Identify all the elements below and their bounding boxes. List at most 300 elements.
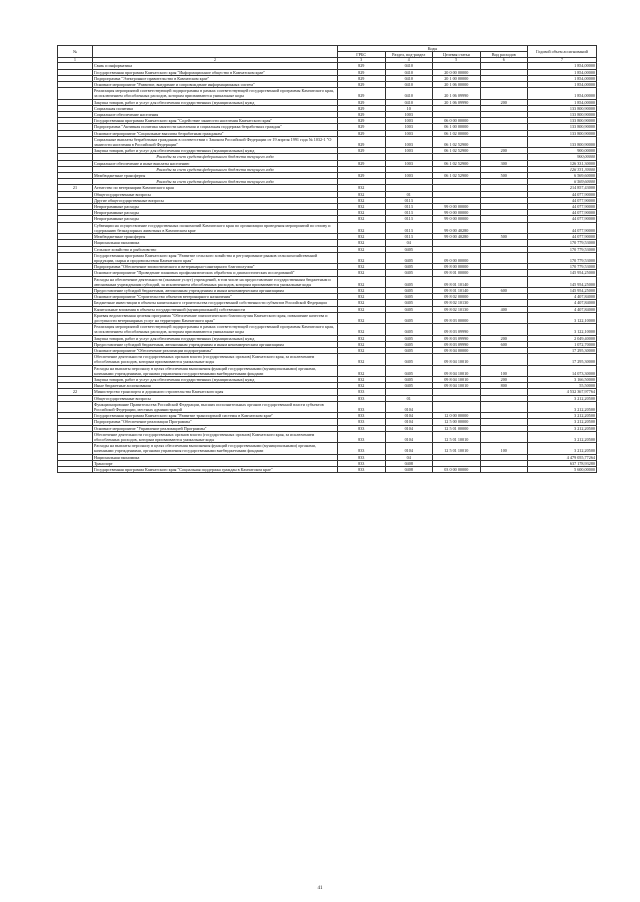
row-section: 0410 (385, 82, 433, 88)
row-target: 20 1 06 09990 (433, 88, 481, 99)
row-section: 0405 (385, 270, 433, 276)
row-section: 04 (385, 240, 433, 246)
row-section: 0410 (385, 63, 433, 69)
row-sum: 3 122,10000 (528, 312, 597, 323)
row-sum: 4 407,84000 (528, 300, 597, 306)
row-sum: 3 122,10000 (528, 324, 597, 335)
row-name: Основное мероприятие "Проведение плановых профилактических обработок и диагностических исследований" (93, 270, 338, 276)
row-section: 1003 (385, 148, 433, 154)
row-sum: 1 854,00000 (528, 99, 597, 105)
row-target: 12 5 01 00000 (433, 425, 481, 431)
row-grbs: 832 (338, 306, 386, 312)
row-name: Социальная политика (93, 105, 338, 111)
row-section: 0405 (385, 324, 433, 335)
row-name: Транспорт (93, 460, 338, 466)
table-row (58, 88, 597, 99)
table-row (58, 401, 597, 412)
row-section: 0410 (385, 69, 433, 75)
row-sum: 44 077,90000 (528, 191, 597, 197)
row-name: Связь и информатика (93, 63, 338, 69)
row-name: Другие общегосударственные вопросы (93, 197, 338, 203)
row-sum: 900,00000 (528, 148, 597, 154)
row-sum: 1 854,00000 (528, 63, 597, 69)
row-target: 09 8 02 10130 (433, 306, 481, 312)
table-row (58, 443, 597, 454)
row-name: Непрограммные расходы (93, 210, 338, 216)
row-grbs: 832 (338, 222, 386, 233)
row-sum: 44 077,90000 (528, 197, 597, 203)
index-cell: 2 (93, 58, 338, 63)
row-grbs: 832 (338, 234, 386, 240)
row-grbs: 833 (338, 395, 386, 401)
row-vr (480, 88, 528, 99)
row-sum: 145 954,25000 (528, 276, 597, 287)
row-target: 20 1 06 09990 (433, 99, 481, 105)
row-grbs: 829 (338, 112, 386, 118)
row-target: 09 8 01 00000 (433, 270, 481, 276)
row-number (58, 136, 93, 147)
row-section: 0405 (385, 252, 433, 263)
row-section: 0104 (385, 401, 433, 412)
index-cell: 5 (433, 58, 481, 63)
row-name: Социальное обеспечение населения (93, 112, 338, 118)
row-section: 1003 (385, 173, 433, 179)
row-target: 03 0 00 00000 (433, 467, 481, 473)
row-number (58, 365, 93, 376)
row-sum: 133 800,90000 (528, 118, 597, 124)
row-number (58, 276, 93, 287)
row-target: 06 0 00 00000 (433, 118, 481, 124)
row-sum: 145 954,25000 (528, 270, 597, 276)
row-name: Капитальные вложения в объекты государственной (муниципальной) собственности (93, 306, 338, 312)
row-grbs: 832 (338, 376, 386, 382)
row-name: Сельское хозяйство и рыболовство (93, 246, 338, 252)
budget-table-body (58, 63, 597, 473)
header-num: № (58, 46, 93, 58)
row-sum: 133 800,90000 (528, 124, 597, 130)
table-row (58, 136, 597, 147)
row-target: 09 8 03 00000 (433, 312, 481, 323)
row-section: 0410 (385, 99, 433, 105)
row-sum: 44 077,90000 (528, 204, 597, 210)
row-target: 99 0 00 00000 (433, 210, 481, 216)
row-target: 99 0 00 00000 (433, 216, 481, 222)
table-row (58, 467, 597, 473)
row-section: 0405 (385, 276, 433, 287)
row-sum: 3 212,20500 (528, 401, 597, 412)
row-sum: 4 407,84000 (528, 306, 597, 312)
header-target: Целевая статья (433, 52, 481, 58)
row-name: Государственная программа Камчатского края "Социальная поддержка граждан в Камчатском крае" (93, 467, 338, 473)
row-section: 0405 (385, 383, 433, 389)
row-grbs: 832 (338, 365, 386, 376)
row-sum: 1 072,70000 (528, 341, 597, 347)
row-name: Социальные выплаты безработным гражданам в соответствии с Законом Российской Федерации от 19 апреля 1991 года № 1032-1 "О занятости населения в Российской Федерации" (93, 136, 338, 147)
row-target: 09 8 04 10010 (433, 354, 481, 365)
row-grbs: 833 (338, 460, 386, 466)
row-name: Подпрограмма "Электронное правительство в Камчатском крае" (93, 75, 338, 81)
row-target: 20 0 00 00000 (433, 69, 481, 75)
row-section: 0405 (385, 354, 433, 365)
row-target: 09 0 00 00000 (433, 252, 481, 263)
row-name: Непрограммные расходы (93, 204, 338, 210)
row-grbs: 832 (338, 276, 386, 287)
row-name: Общегосударственные вопросы (93, 395, 338, 401)
row-sum: 4 407,84000 (528, 294, 597, 300)
row-number (58, 431, 93, 442)
row-grbs: 832 (338, 312, 386, 323)
row-name: Социальное обеспечение и иные выплаты населению (93, 160, 338, 166)
row-section: 0113 (385, 216, 433, 222)
row-grbs: 833 (338, 413, 386, 419)
row-grbs: 829 (338, 82, 386, 88)
page-number: 41 (317, 886, 323, 891)
row-section: 0405 (385, 287, 433, 293)
row-sum: 55,50000 (528, 383, 597, 389)
index-cell: 6 (480, 58, 528, 63)
row-target: 09 8 03 09990 (433, 335, 481, 341)
row-sum: 133 800,90000 (528, 112, 597, 118)
row-grbs: 832 (338, 191, 386, 197)
row-grbs: 832 (338, 300, 386, 306)
row-vr (480, 324, 528, 335)
row-name: Подпрограмма "Обеспечение реализации Программы" (93, 419, 338, 425)
row-grbs: 833 (338, 443, 386, 454)
row-sum: 17 295,30000 (528, 347, 597, 353)
row-vr (480, 276, 528, 287)
row-vr: 300 (480, 160, 528, 166)
row-sum: 145 954,25000 (528, 287, 597, 293)
row-target: 09 8 03 09990 (433, 341, 481, 347)
row-grbs: 832 (338, 197, 386, 203)
row-vr: 100 (480, 443, 528, 454)
row-sum: 3 212,20500 (528, 395, 597, 401)
row-sum: 3 212,20500 (528, 443, 597, 454)
row-name: Национальная экономика (93, 454, 338, 460)
row-name: Предоставление субсидий бюджетным, автономным учреждениям и иным некоммерческим организациям (93, 287, 338, 293)
row-target: 09 8 04 10010 (433, 365, 481, 376)
table-row (58, 354, 597, 365)
header-name (93, 46, 338, 58)
row-vr (480, 354, 528, 365)
row-grbs: 829 (338, 118, 386, 124)
row-sum: 44 077,90000 (528, 210, 597, 216)
row-section: 0405 (385, 246, 433, 252)
row-section: 1003 (385, 124, 433, 130)
row-section: 0408 (385, 467, 433, 473)
row-target: 09 8 02 00000 (433, 294, 481, 300)
header-codes: Коды (338, 46, 528, 52)
row-target: 12 5 01 10010 (433, 431, 481, 442)
row-grbs: 832 (338, 335, 386, 341)
row-target: 09 8 03 09990 (433, 324, 481, 335)
row-sum: 900,00000 (528, 154, 597, 160)
row-name: Реализация мероприятий соответствующей подпрограммы в рамках соответствующей государственной программы Камчатского края, за исключением обособленных расходов, которым присваиваются уникальные коды (93, 88, 338, 99)
row-name: Иные бюджетные ассигнования (93, 383, 338, 389)
row-vr: 500 (480, 234, 528, 240)
row-sum: 133 800,90000 (528, 105, 597, 111)
row-grbs: 829 (338, 105, 386, 111)
row-sum: 3 166,50000 (528, 376, 597, 382)
row-name: Бюджетные инвестиции в объекты капитального строительства государственной собственности субъектов Российской Федерации (93, 300, 338, 306)
row-sum: 44 077,90000 (528, 234, 597, 240)
row-sum: 1 854,00000 (528, 82, 597, 88)
row-sum: 637 178,93280 (528, 460, 597, 466)
row-number (58, 324, 93, 335)
row-name: Расходы за счет средств федерального бюджета текущего года (93, 166, 338, 172)
row-name: Расходы за счет средств федерального бюджета текущего года (93, 179, 338, 185)
row-target: 20 1 06 00000 (433, 82, 481, 88)
row-section: 1003 (385, 112, 433, 118)
row-grbs: 829 (338, 124, 386, 130)
row-target: 06 1 02 52900 (433, 160, 481, 166)
row-name: Краевая ведомственная целевая программа "Обеспечение эпизоотического благополучия Камчатского края, повышение качества и доступности ветеринарных услуг на территории Камчатского края" (93, 312, 338, 323)
row-sum: 214 857,43000 (528, 185, 597, 191)
row-target (433, 401, 481, 412)
row-number (58, 252, 93, 263)
row-target: 99 0 00 40280 (433, 234, 481, 240)
row-number (58, 354, 93, 365)
row-name: Министерство транспорта и дорожного строительства Камчатского края (93, 389, 338, 395)
row-section: 0410 (385, 75, 433, 81)
row-sum: 3 212,20500 (528, 425, 597, 431)
row-vr: 200 (480, 148, 528, 154)
index-cell: 3 (338, 58, 386, 63)
row-grbs: 833 (338, 431, 386, 442)
row-section: 0405 (385, 306, 433, 312)
row-number (58, 443, 93, 454)
row-name: Подпрограмма "Обеспечение эпизоотического и ветеринарно-санитарного благополучия" (93, 264, 338, 270)
row-section: 0104 (385, 419, 433, 425)
row-name: Реализация мероприятий соответствующей подпрограммы в рамках соответствующей государственной программы Камчатского края, за исключением обособленных расходов, которым присваиваются уникальные коды (93, 324, 338, 335)
row-section: 0405 (385, 312, 433, 323)
row-section: 01 (385, 395, 433, 401)
row-name: Государственная программа Камчатского края "Развитие транспортной системы в Камчатском крае" (93, 413, 338, 419)
row-grbs: 833 (338, 389, 386, 395)
header-grbs: ГРБС (338, 52, 386, 58)
row-section: 0405 (385, 376, 433, 382)
index-cell: 4 (385, 58, 433, 63)
row-section: 0104 (385, 425, 433, 431)
row-sum: 5 600,00000 (528, 467, 597, 473)
row-sum: 6 569,60000 (528, 173, 597, 179)
row-target: 06 1 02 52900 (433, 148, 481, 154)
row-sum: 126 331,30000 (528, 160, 597, 166)
row-number (58, 88, 93, 99)
table-row (58, 431, 597, 442)
row-grbs: 829 (338, 173, 386, 179)
row-sum: 4 532 367,97764 (528, 389, 597, 395)
row-grbs: 829 (338, 75, 386, 81)
row-vr: 600 (480, 341, 528, 347)
row-vr: 100 (480, 365, 528, 376)
row-grbs: 833 (338, 454, 386, 460)
row-section: 0405 (385, 347, 433, 353)
row-sum: 133 800,90000 (528, 130, 597, 136)
row-target: 99 0 00 00000 (433, 204, 481, 210)
row-target: 06 1 00 00000 (433, 124, 481, 130)
row-vr: 200 (480, 335, 528, 341)
row-grbs: 829 (338, 130, 386, 136)
row-section: 0405 (385, 294, 433, 300)
row-target: 12 5 01 10010 (433, 443, 481, 454)
row-sum: 3 212,20500 (528, 419, 597, 425)
row-name: Предоставление субсидий бюджетным, автономным учреждениям и иным некоммерческим организациям (93, 341, 338, 347)
row-section: 1003 (385, 118, 433, 124)
row-grbs: 829 (338, 99, 386, 105)
row-target: 09 8 01 10140 (433, 287, 481, 293)
row-name: Подпрограмма "Активная политика занятости населения и социальная поддержка безработных граждан" (93, 124, 338, 130)
row-name: Государственная программа Камчатского края "Содействие занятости населения Камчатского края" (93, 118, 338, 124)
row-number (58, 467, 93, 473)
row-target: 09 8 04 00000 (433, 347, 481, 353)
row-name: Функционирование Правительства Российской Федерации, высших исполнительных органов государственной власти субъектов Российской Федерации, местных администраций (93, 401, 338, 412)
row-grbs: 832 (338, 287, 386, 293)
row-vr: 500 (480, 173, 528, 179)
row-name: Агентство по ветеринарии Камчатского края (93, 185, 338, 191)
row-name: Основное мероприятие "Социальные выплаты безработным гражданам" (93, 130, 338, 136)
row-grbs: 829 (338, 63, 386, 69)
budget-table (57, 45, 597, 473)
row-sum: 170 779,53000 (528, 240, 597, 246)
row-sum: 44 077,90000 (528, 222, 597, 233)
row-grbs: 833 (338, 419, 386, 425)
row-grbs: 832 (338, 216, 386, 222)
row-name: Обеспечение деятельности государственных органов власти (государственных органов) Камчатского края, за исключением обособленных расходов, которым присваиваются уникальные коды (93, 431, 338, 442)
row-vr (480, 312, 528, 323)
row-grbs: 832 (338, 341, 386, 347)
row-sum: 3 212,20500 (528, 431, 597, 442)
header-section: Раздел, под-раздел (385, 52, 433, 58)
row-name: Общегосударственные вопросы (93, 191, 338, 197)
row-number (58, 312, 93, 323)
row-vr: 800 (480, 383, 528, 389)
row-name: Расходы на выплаты персоналу в целях обеспечения выполнения функций государственными (муниципальными) органами, казенными учреждениями, органами управления государственными внебюджетными фондами (93, 365, 338, 376)
row-grbs: 829 (338, 136, 386, 147)
row-section: 0405 (385, 264, 433, 270)
row-grbs: 832 (338, 383, 386, 389)
table-row (58, 324, 597, 335)
row-number: 22 (58, 389, 93, 395)
row-grbs: 832 (338, 324, 386, 335)
row-section: 0405 (385, 365, 433, 376)
row-grbs: 832 (338, 240, 386, 246)
row-name: Субвенции на осуществление государственных полномочий Камчатского края по организации проведения мероприятий по отлову и содержанию безнадзорных животных в Камчатском крае (93, 222, 338, 233)
row-sum: 133 800,90000 (528, 136, 597, 147)
row-section: 04 (385, 454, 433, 460)
budget-table-sheet (57, 45, 597, 473)
row-section: 0113 (385, 222, 433, 233)
row-grbs: 832 (338, 294, 386, 300)
row-name: Основное мероприятие "Развитие, внедрение и сопровождение информационных систем" (93, 82, 338, 88)
row-grbs: 833 (338, 401, 386, 412)
row-grbs: 833 (338, 467, 386, 473)
row-sum: 1 854,00000 (528, 69, 597, 75)
row-name: Закупка товаров, работ и услуг для обеспечения государственных (муниципальных) нужд (93, 376, 338, 382)
row-section: 10 (385, 105, 433, 111)
row-number (58, 222, 93, 233)
row-vr (480, 252, 528, 263)
row-number: 21 (58, 185, 93, 191)
row-sum: 3 212,20500 (528, 413, 597, 419)
row-sum: 170 779,53000 (528, 252, 597, 263)
row-section: 0113 (385, 210, 433, 216)
row-vr: 200 (480, 99, 528, 105)
row-number (58, 401, 93, 412)
row-name: Закупка товаров, работ и услуг для обеспечения государственных (муниципальных) нужд (93, 335, 338, 341)
row-name: Основное мероприятие "Управление реализацией Программы" (93, 425, 338, 431)
row-target: 12 0 00 00000 (433, 413, 481, 419)
row-sum: 126 331,30000 (528, 166, 597, 172)
row-grbs: 829 (338, 160, 386, 166)
row-vr (480, 136, 528, 147)
row-vr: 200 (480, 376, 528, 382)
row-grbs: 829 (338, 88, 386, 99)
row-section: 1003 (385, 160, 433, 166)
row-sum: 1 854,00000 (528, 88, 597, 99)
index-cell: 7 (528, 58, 597, 63)
row-vr (480, 467, 528, 473)
table-row (58, 222, 597, 233)
row-sum: 4 479 055,77264 (528, 454, 597, 460)
row-target: 06 1 02 00000 (433, 130, 481, 136)
row-section: 0104 (385, 413, 433, 419)
row-sum: 44 077,90000 (528, 216, 597, 222)
row-grbs: 832 (338, 252, 386, 263)
row-name: Государственная программа Камчатского края "Развитие сельского хозяйства и регулирование рынков сельскохозяйственной продукции, сырья и продовольствия Камчатского края" (93, 252, 338, 263)
row-section: 0408 (385, 460, 433, 466)
row-name: Государственная программа Камчатского края "Информационное общество в Камчатском крае" (93, 69, 338, 75)
header-sum: Годовой объем ассигнований (528, 46, 597, 58)
row-sum: 2 049,40000 (528, 335, 597, 341)
row-grbs: 829 (338, 69, 386, 75)
row-sum: 1 854,00000 (528, 75, 597, 81)
row-section: 0104 (385, 431, 433, 442)
table-row (58, 312, 597, 323)
row-target: 06 1 02 52900 (433, 173, 481, 179)
row-vr: 400 (480, 306, 528, 312)
row-vr: 600 (480, 287, 528, 293)
row-section: 01 (385, 191, 433, 197)
row-vr (480, 431, 528, 442)
table-row (58, 276, 597, 287)
row-sum: 170 779,53000 (528, 264, 597, 270)
row-target: 20 1 00 00000 (433, 75, 481, 81)
row-grbs: 832 (338, 347, 386, 353)
row-section: 0410 (385, 88, 433, 99)
row-target: 09 8 00 00000 (433, 264, 481, 270)
row-target: 09 8 01 10140 (433, 276, 481, 287)
row-grbs: 832 (338, 204, 386, 210)
row-sum: 14 073,30000 (528, 365, 597, 376)
row-name: Расходы на обеспечение деятельности (оказание услуг) учреждений, в том числе на предоставление государственным бюджетным и автономным учреждениям субсидий, за исключением обособленных расходов, которым присваиваются уникальные коды (93, 276, 338, 287)
row-section: 0405 (385, 300, 433, 306)
row-target: 99 0 00 40280 (433, 222, 481, 233)
header-vr: Вид расходов (480, 52, 528, 58)
row-target: 09 8 02 10130 (433, 300, 481, 306)
row-name: Закупка товаров, работ и услуг для обеспечения государственных (муниципальных) нужд (93, 148, 338, 154)
row-target: 06 1 02 52900 (433, 136, 481, 147)
row-section: 0113 (385, 197, 433, 203)
row-section: 0405 (385, 335, 433, 341)
row-name: Закупка товаров, работ и услуг для обеспечения государственных (муниципальных) нужд (93, 99, 338, 105)
row-grbs: 832 (338, 354, 386, 365)
row-sum: 170 779,53000 (528, 246, 597, 252)
row-target: 12 5 00 00000 (433, 419, 481, 425)
row-section: 0113 (385, 234, 433, 240)
row-name: Межбюджетные трансферты (93, 234, 338, 240)
row-section: 1003 (385, 136, 433, 147)
